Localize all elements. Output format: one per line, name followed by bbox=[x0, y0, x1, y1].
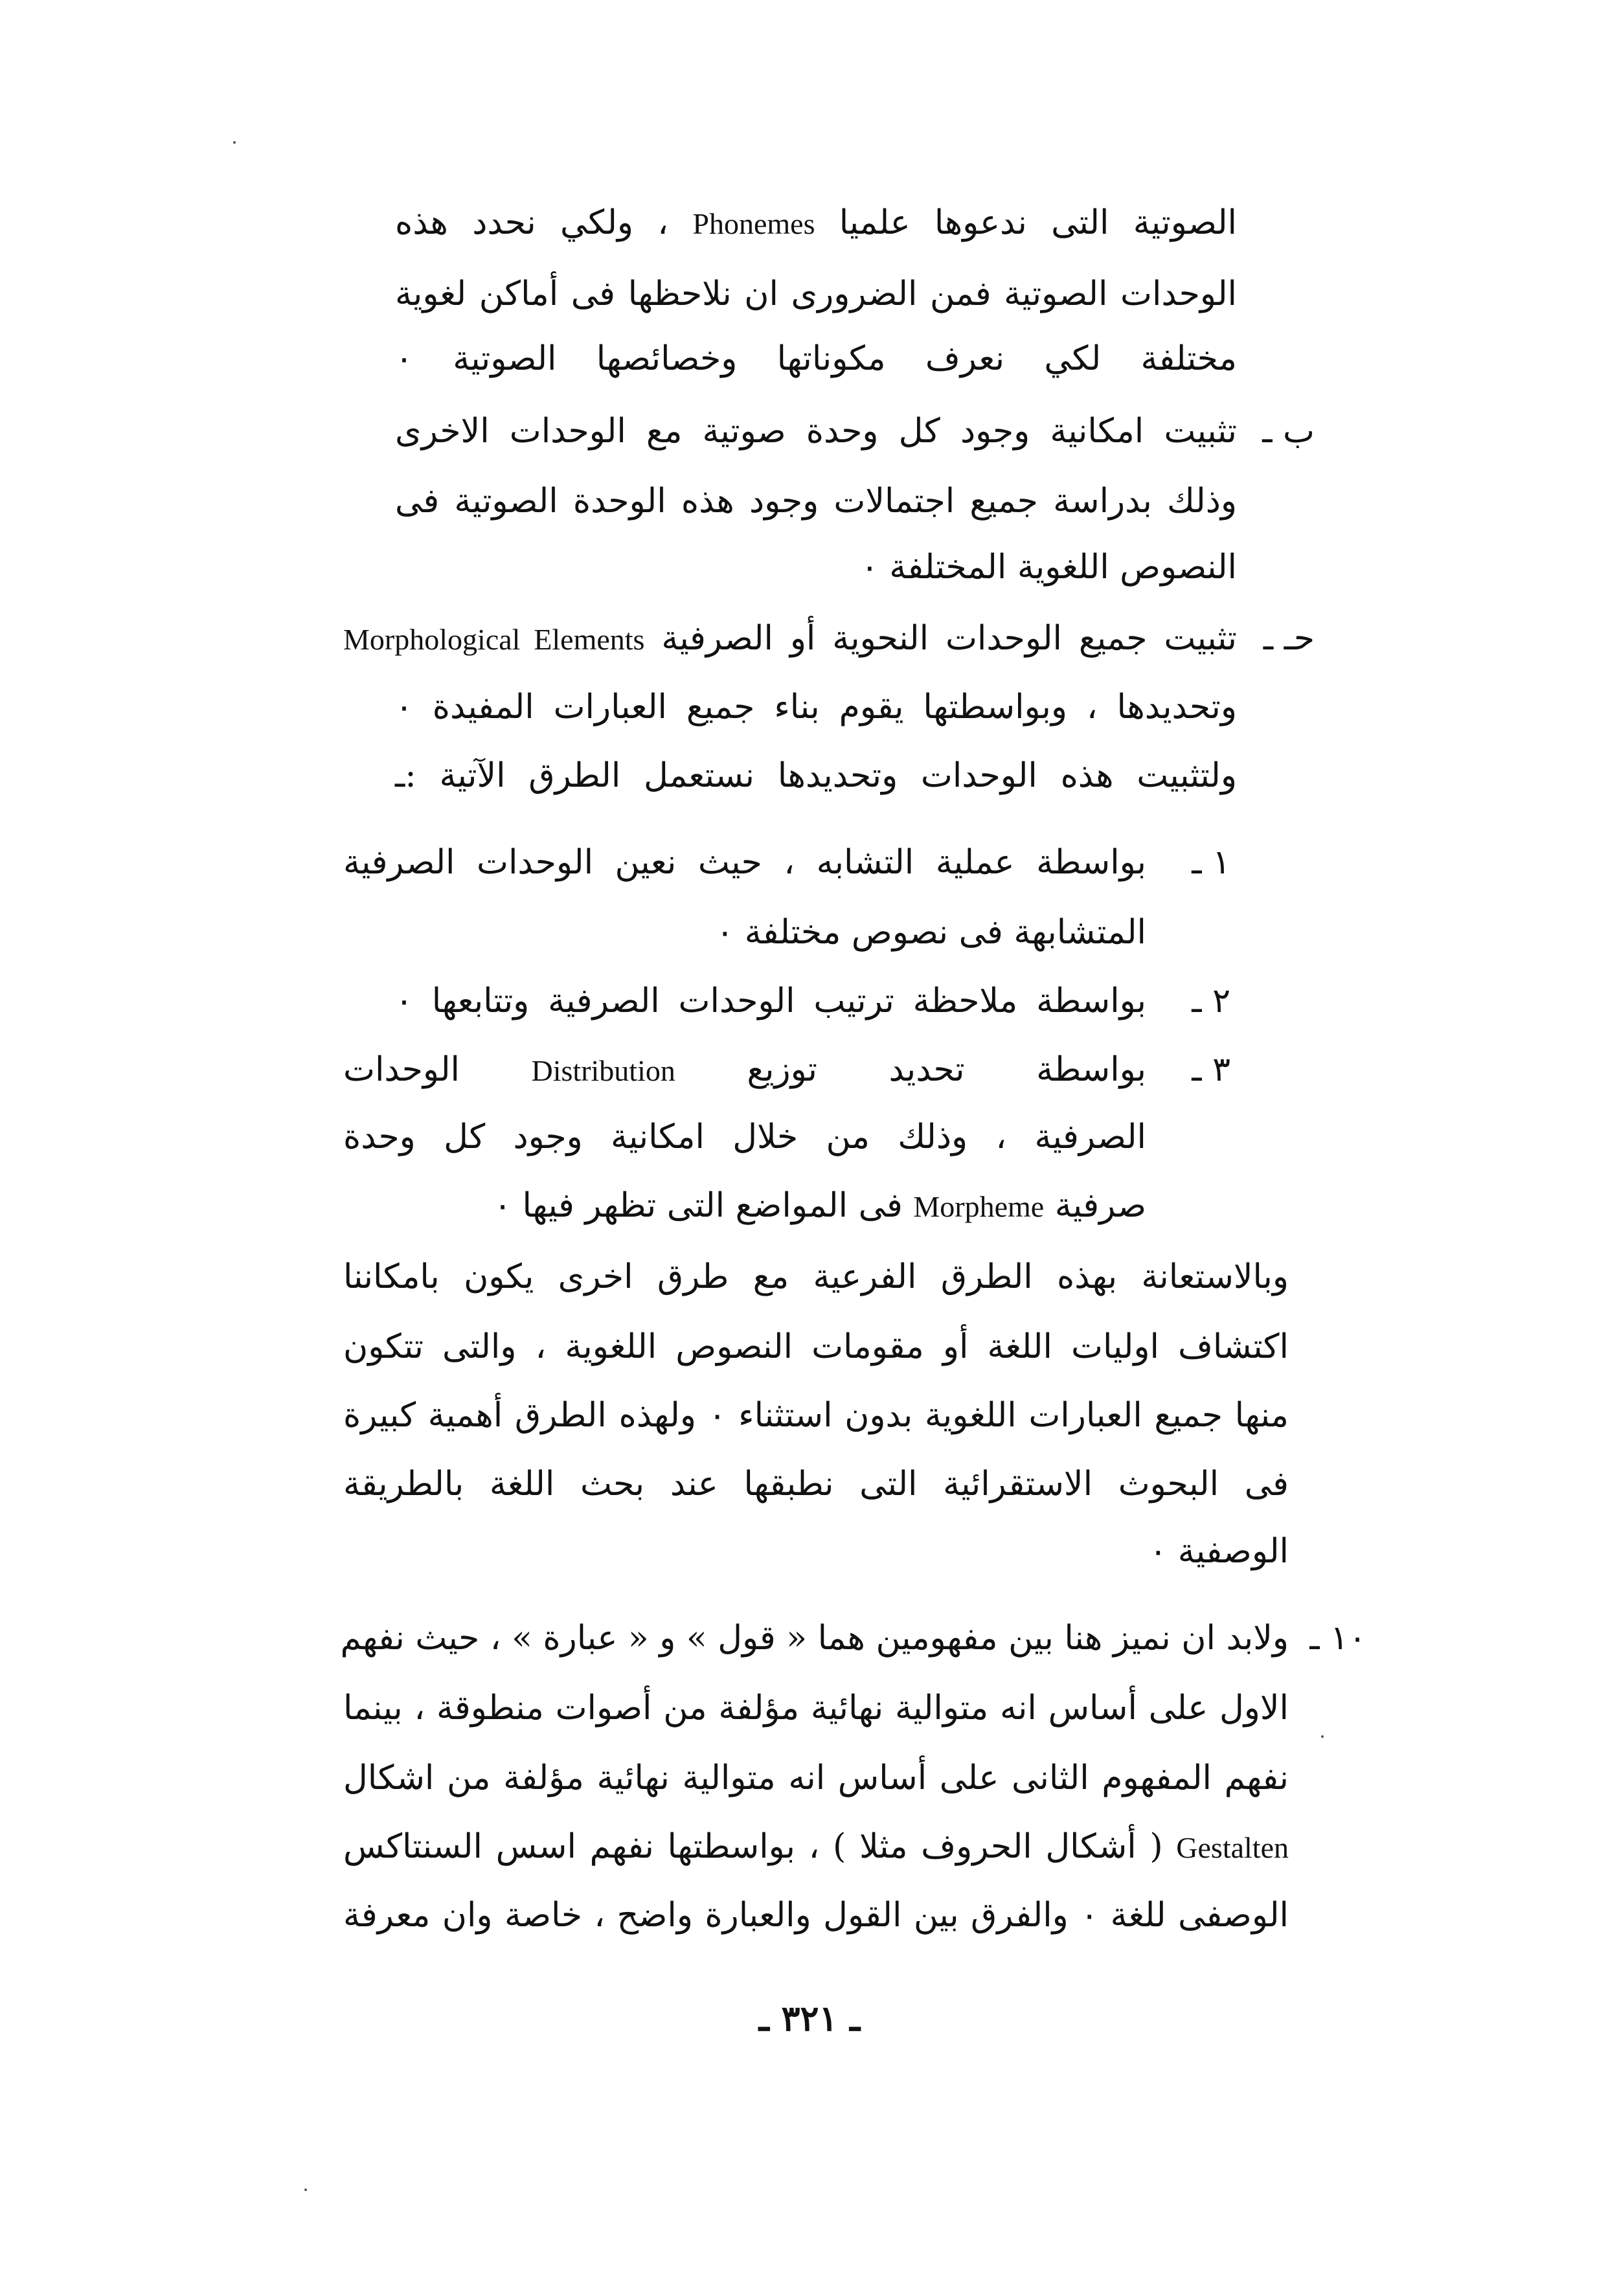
sub-3-line-2: الصرفية ، وذلك من خلال امكانية وجود كل وحدة bbox=[343, 1118, 1146, 1156]
sub-1-line-2: المتشابهة فى نصوص مختلفة ٠ bbox=[716, 913, 1146, 952]
sub-3-line-1-text: بواسطة تحديد توزيع bbox=[675, 1050, 1146, 1089]
main-para-line-3: منها جميع العبارات اللغوية بدون استثناء ٠ ولهذه الطرق أهمية كبيرة bbox=[343, 1396, 1289, 1435]
section-10-line-2: الاول على أساس انه متوالية نهائية مؤلفة من أصوات منطوقة ، بينما bbox=[343, 1689, 1289, 1728]
sub-1-line-1: بواسطة عملية التشابه ، حيث نعين الوحدات الصرفية bbox=[343, 843, 1146, 882]
term-gestalten: Gestalten bbox=[1176, 1831, 1289, 1864]
main-para-line-1: وبالاستعانة بهذه الطرق الفرعية مع طرق اخرى يكون بامكاننا bbox=[343, 1257, 1289, 1296]
item-h-line-3: ولتثبيت هذه الوحدات وتحديدها نستعمل الطرق الآتية :ـ bbox=[395, 756, 1237, 795]
intro-line-1-text-end: ، ولكي نحدد هذه bbox=[395, 203, 693, 242]
term-phonemes: Phonemes bbox=[692, 207, 815, 240]
item-h-line-1-text: تثبيت جميع الوحدات النحوية أو الصرفية bbox=[644, 619, 1237, 658]
sub-3-marker: ٣ ـ bbox=[1192, 1050, 1230, 1089]
section-10-marker: ١٠ ـ bbox=[1309, 1619, 1366, 1658]
page-number: ـ ٣٢١ ـ bbox=[758, 1998, 861, 2039]
scan-speck bbox=[1321, 1735, 1324, 1738]
item-h-line-1 bbox=[343, 619, 1237, 658]
scan-speck bbox=[304, 2189, 307, 2191]
section-10-line-4 bbox=[343, 1827, 1289, 1866]
intro-line-1-text: الصوتية التى ندعوها علميا bbox=[815, 203, 1237, 242]
sub-2-line-1: بواسطة ملاحظة ترتيب الوحدات الصرفية وتتابعها ٠ bbox=[395, 982, 1146, 1020]
main-para-line-4: فى البحوث الاستقرائية التى نطبقها عند بحث اللغة بالطريقة bbox=[343, 1465, 1289, 1503]
item-h-line-2: وتحديدها ، وبواسطتها يقوم بناء جميع العبارات المفيدة ٠ bbox=[395, 688, 1237, 726]
scan-speck bbox=[233, 141, 236, 144]
item-b-line-2: وذلك بدراسة جميع اجتمالات وجود هذه الوحدة الصوتية فى bbox=[395, 482, 1237, 521]
sub-1-marker: ١ ـ bbox=[1192, 843, 1230, 882]
main-para-line-5: الوصفية ٠ bbox=[1149, 1532, 1289, 1571]
item-b-line-3: النصوص اللغوية المختلفة ٠ bbox=[860, 548, 1237, 587]
sub-3-line-1-text-end: الوحدات bbox=[343, 1050, 532, 1089]
sub-3-line-3 bbox=[408, 1186, 1146, 1225]
item-b-marker: ب ـ bbox=[1262, 412, 1315, 451]
term-morphological-elements: Morphological Elements bbox=[343, 623, 645, 656]
intro-line-1 bbox=[395, 203, 1237, 242]
term-distribution: Distribution bbox=[531, 1054, 675, 1087]
intro-line-2: الوحدات الصوتية فمن الضرورى ان نلاحظها فى أماكن لغوية bbox=[395, 275, 1237, 313]
main-para-line-2: اكتشاف اوليات اللغة أو مقومات النصوص اللغوية ، والتى تتكون bbox=[343, 1327, 1289, 1366]
section-10-line-1: ولابد ان نميز هنا بين مفهومين هما « قول » و « عبارة » ، حيث نفهم bbox=[340, 1619, 1289, 1658]
item-b-line-1: تثبيت امكانية وجود كل وحدة صوتية مع الوحدات الاخرى bbox=[395, 412, 1237, 451]
section-10-line-5: الوصفى للغة ٠ والفرق بين القول والعبارة واضح ، خاصة وان معرفة bbox=[343, 1896, 1289, 1935]
section-10-line-4-text: ( أشكال الحروف مثلا ) ، بواسطتها نفهم اسس السنتاكس bbox=[343, 1827, 1177, 1866]
section-10-line-3: نفهم المفهوم الثانى على أساس انه متوالية نهائية مؤلفة من اشكال bbox=[343, 1759, 1289, 1797]
sub-3-line-3-text: صرفية bbox=[1044, 1186, 1146, 1225]
term-morpheme: Morpheme bbox=[913, 1190, 1045, 1223]
sub-3-line-1 bbox=[343, 1050, 1146, 1089]
intro-line-3: مختلفة لكي نعرف مكوناتها وخصائصها الصوتية ٠ bbox=[395, 339, 1237, 378]
item-h-marker: حـ ـ bbox=[1263, 619, 1315, 658]
sub-2-marker: ٢ ـ bbox=[1192, 982, 1230, 1020]
sub-3-line-3-text-end: فى المواضع التى تظهر فيها ٠ bbox=[493, 1186, 914, 1225]
